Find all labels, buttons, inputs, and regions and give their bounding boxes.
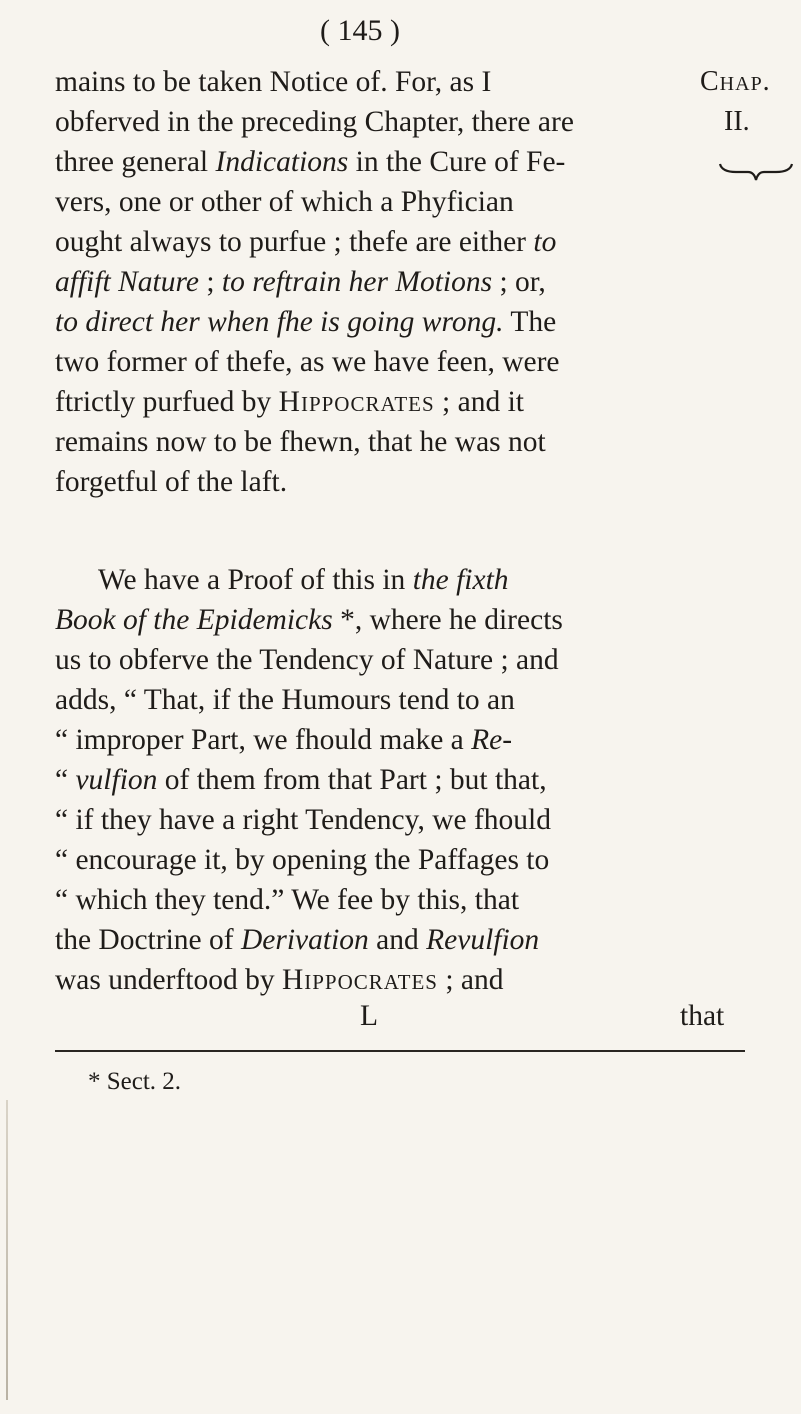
italic-text: Derivation bbox=[240, 924, 369, 956]
line-text: ; or, bbox=[492, 266, 546, 298]
italic-text: to direct her when fhe is going wrong. bbox=[55, 306, 504, 338]
italic-text: Indications bbox=[215, 146, 349, 178]
line-text: vers, one or other of which a Phyfician bbox=[55, 186, 514, 218]
line-text: ftrictly purfued by bbox=[55, 386, 279, 418]
line-text: “ bbox=[55, 764, 76, 796]
text-line bbox=[55, 262, 745, 302]
line-text: forgetful of the laft. bbox=[55, 466, 288, 498]
catchword: that bbox=[680, 1000, 725, 1032]
text-line bbox=[55, 680, 745, 720]
text-line bbox=[55, 462, 745, 502]
text-line bbox=[55, 102, 690, 142]
text-line bbox=[55, 342, 745, 382]
page-number: ( 145 ) bbox=[320, 14, 400, 47]
text-line bbox=[55, 382, 745, 422]
line-text: “ which they tend.” We fee by this, that bbox=[55, 884, 520, 916]
text-line bbox=[55, 142, 695, 182]
text-line bbox=[55, 62, 695, 102]
text-line bbox=[55, 960, 745, 1000]
text-line bbox=[55, 422, 745, 462]
line-text: was underftood by bbox=[55, 964, 282, 996]
italic-text: vulfion bbox=[75, 764, 158, 796]
text-line bbox=[55, 840, 745, 880]
line-text: “ if they have a right Tendency, we fhould bbox=[55, 804, 551, 836]
line-text: “ improper Part, we fhould make a bbox=[55, 724, 472, 756]
text-line bbox=[55, 600, 745, 640]
italic-text: Revulfion bbox=[426, 924, 540, 956]
line-text: us to obferve the Tendency of Nature ; and bbox=[55, 644, 559, 676]
line-text: ; and bbox=[437, 964, 504, 996]
text-line bbox=[98, 560, 745, 600]
brace-icon bbox=[718, 162, 794, 182]
italic-text: affift Nature bbox=[55, 266, 199, 298]
chapter-label: Chap. bbox=[700, 66, 771, 97]
line-text: We have a Proof of this in bbox=[98, 564, 413, 596]
line-text: *, where he directs bbox=[332, 604, 563, 636]
line-text: the Doctrine of bbox=[55, 924, 241, 956]
line-text: in the Cure of Fe- bbox=[348, 146, 566, 178]
chapter-number: II. bbox=[724, 106, 750, 137]
line-text: “ encourage it, by opening the Paffages to bbox=[55, 844, 550, 876]
line-text: ought always to purfue ; thefe are either bbox=[55, 226, 534, 258]
italic-text: the fixth bbox=[412, 564, 509, 596]
line-text: ; and it bbox=[434, 386, 524, 418]
line-text: two former of thefe, as we have feen, were bbox=[55, 346, 560, 378]
italic-text: Book of the Epidemicks bbox=[55, 604, 333, 636]
text-line bbox=[55, 222, 745, 262]
line-text: mains to be taken Notice of. For, as I bbox=[55, 66, 492, 98]
italic-text: Re- bbox=[471, 724, 513, 756]
line-text: and bbox=[368, 924, 427, 956]
signature-mark: L bbox=[360, 1000, 379, 1032]
text-line bbox=[55, 800, 745, 840]
footnote: * Sect. 2. bbox=[88, 1068, 182, 1095]
author-name: Hippocrates bbox=[281, 964, 438, 996]
text-line bbox=[55, 640, 745, 680]
line-text: adds, “ That, if the Humours tend to an bbox=[55, 684, 515, 716]
text-line bbox=[55, 720, 745, 760]
line-text: three general bbox=[55, 146, 216, 178]
text-line bbox=[55, 182, 745, 222]
chapter-margin-note bbox=[700, 62, 801, 142]
line-text: remains now to be fhewn, that he was not bbox=[55, 426, 546, 458]
text-line bbox=[55, 880, 745, 920]
line-text: obferved in the preceding Chapter, there are bbox=[55, 106, 574, 138]
page-edge-shadow bbox=[6, 1100, 8, 1400]
text-line bbox=[55, 920, 745, 960]
line-text: The bbox=[503, 306, 557, 338]
text-line bbox=[55, 760, 745, 800]
author-name: Hippocrates bbox=[278, 386, 435, 418]
italic-text: to bbox=[533, 226, 557, 258]
italic-text: to reftrain her Motions bbox=[221, 266, 493, 298]
footnote-rule bbox=[55, 1050, 745, 1052]
text-line bbox=[55, 302, 745, 342]
line-text: of them from that Part ; but that, bbox=[157, 764, 547, 796]
line-text: ; bbox=[198, 266, 222, 298]
